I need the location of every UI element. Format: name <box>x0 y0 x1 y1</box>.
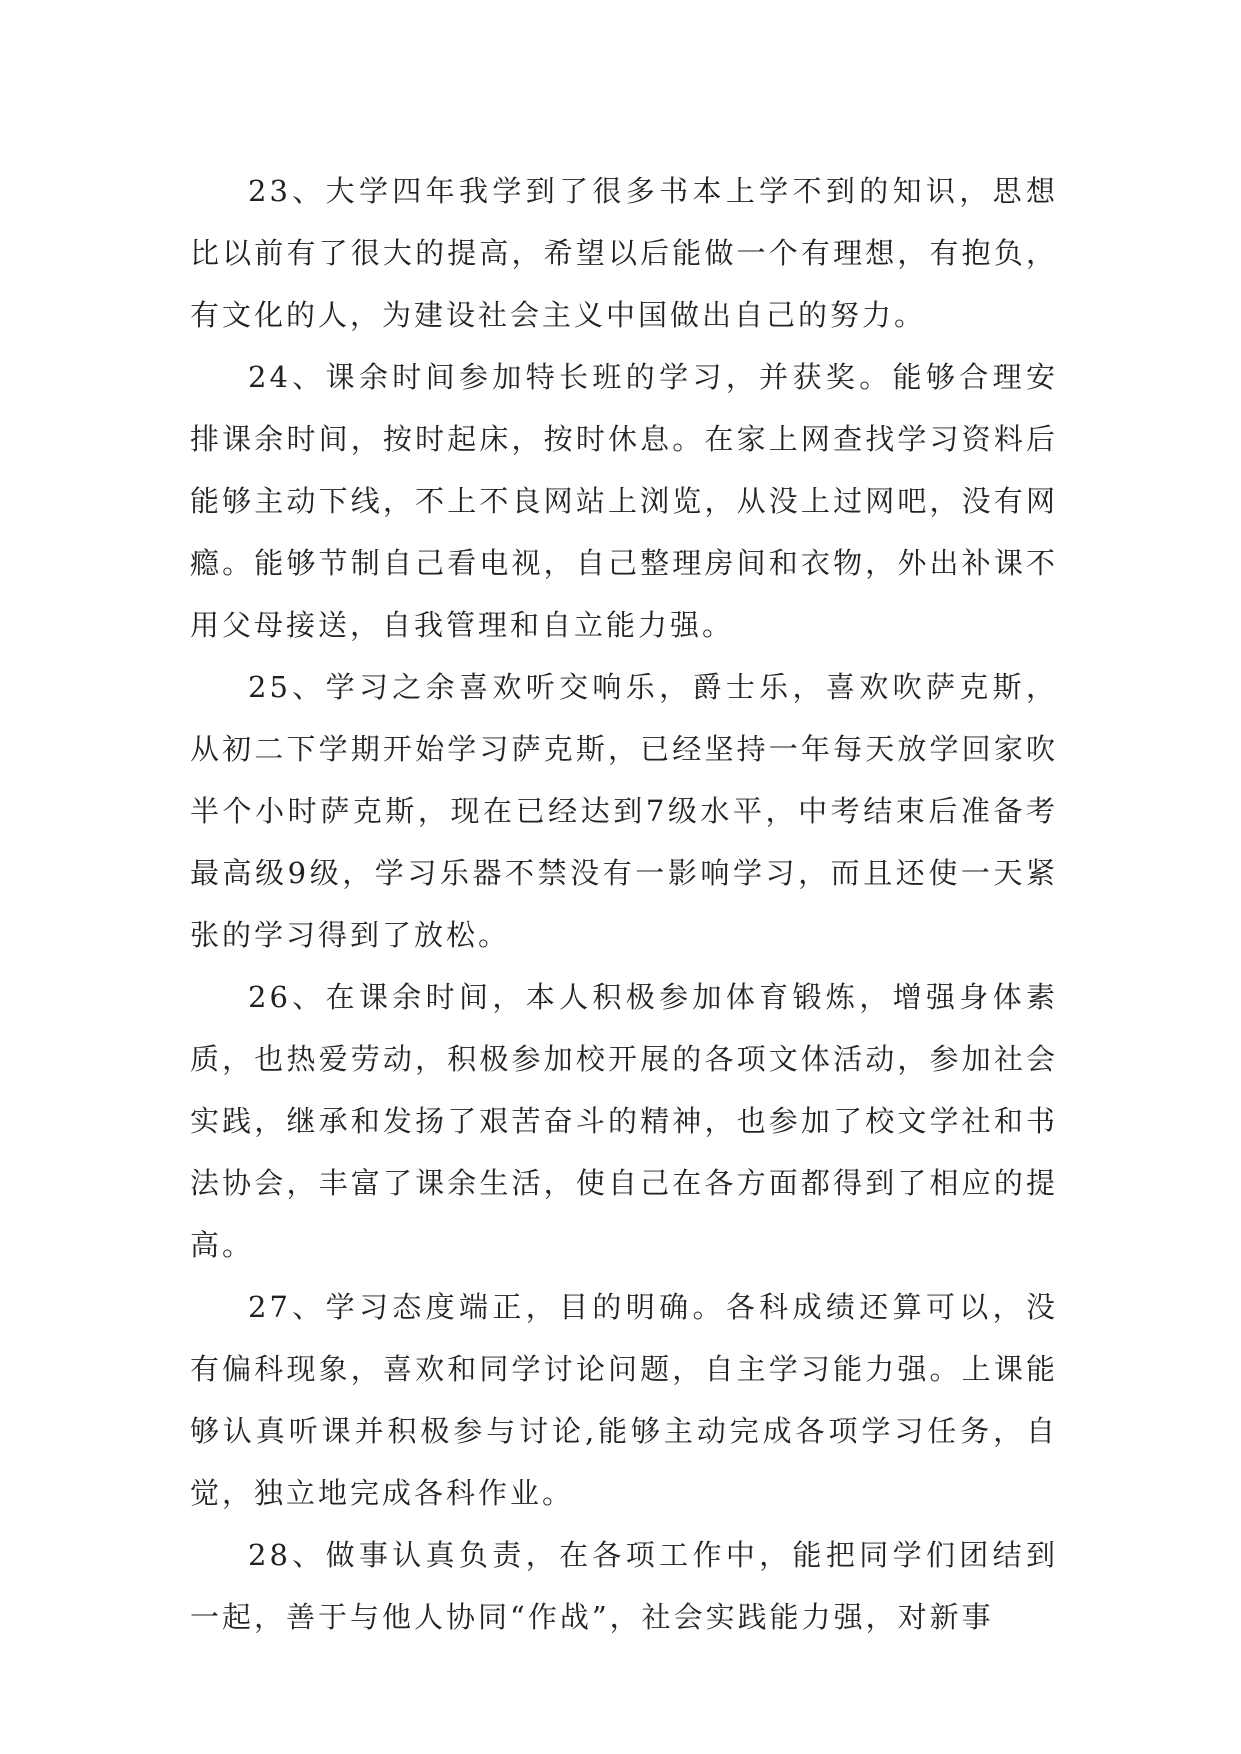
paragraph-24: 24、课余时间参加特长班的学习，并获奖。能够合理安排课余时间，按时起床，按时休息。在家上网查找学习资料后能够主动下线，不上不良网站上浏览，从没上过网吧，没有网瘾。能够节制自己看电视，自己整理房间和衣物，外出补课不用父母接送，自我管理和自立能力强。 <box>190 360 1058 642</box>
paragraph-23: 23、大学四年我学到了很多书本上学不到的知识，思想比以前有了很大的提高，希望以后能做一个有理想，有抱负，有文化的人，为建设社会主义中国做出自己的努力。 <box>190 174 1058 332</box>
document-body <box>190 160 1058 1648</box>
paragraph-27: 27、学习态度端正，目的明确。各科成绩还算可以，没有偏科现象，喜欢和同学讨论问题，自主学习能力强。上课能够认真听课并积极参与讨论,能够主动完成各项学习任务，自觉，独立地完成各科作业。 <box>190 1290 1058 1510</box>
paragraph-25: 25、学习之余喜欢听交响乐，爵士乐，喜欢吹萨克斯，从初二下学期开始学习萨克斯，已经坚持一年每天放学回家吹半个小时萨克斯，现在已经达到7级水平，中考结束后准备考最高级9级，学习乐器不禁没有一影响学习，而且还使一天紧张的学习得到了放松。 <box>190 670 1058 952</box>
paragraph-28: 28、做事认真负责，在各项工作中，能把同学们团结到一起，善于与他人协同“作战”，社会实践能力强，对新事 <box>190 1538 1058 1634</box>
paragraph-26: 26、在课余时间，本人积极参加体育锻炼，增强身体素质，也热爱劳动，积极参加校开展的各项文体活动，参加社会实践，继承和发扬了艰苦奋斗的精神，也参加了校文学社和书法协会，丰富了课余生活，使自己在各方面都得到了相应的提高。 <box>190 980 1058 1262</box>
